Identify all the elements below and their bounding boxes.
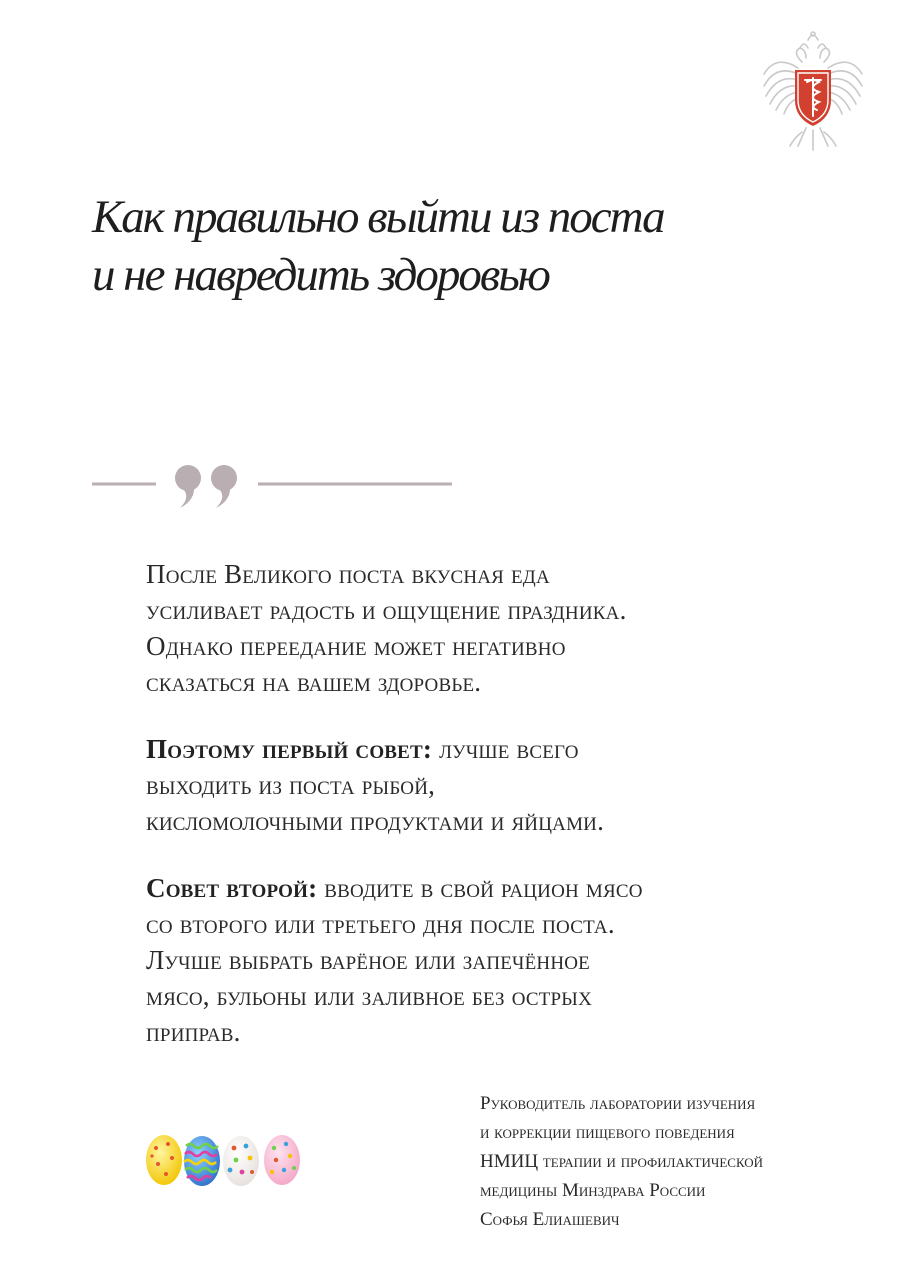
signature-line: медицины Минздрава России [480,1180,706,1201]
easter-eggs-icon [142,1128,308,1192]
second-tip-line: Лучше выбрать варёное или запечённое [146,945,590,975]
first-tip-line: кисломолочными продуктами и яйцами. [146,806,605,836]
quote-marks-icon [175,465,237,508]
article-body [146,556,806,1081]
first-tip-line: выходить из поста рыбой, [146,770,436,800]
paragraph-first-tip [146,731,806,839]
intro-line: Однако переедание может негативно [146,631,566,661]
paragraph-intro [146,556,806,700]
author-signature [480,1089,870,1234]
quote-divider [90,462,454,508]
page-title [92,188,812,304]
first-tip-line [146,731,806,767]
intro-line: сказаться на вашем здоровье. [146,667,482,697]
ministry-emblem-icon [758,28,868,158]
signature-line: и коррекции пищевого поведения [480,1122,735,1143]
first-tip-heading: Поэтому первый совет: [146,734,433,764]
title-line-1: Как правильно выйти из поста [92,191,664,243]
second-tip-line: приправ. [146,1017,241,1047]
signature-line: НМИЦ терапии и профилактической [480,1151,764,1172]
intro-line: После Великого поста вкусная еда [146,559,550,589]
second-tip-line: мясо, бульоны или заливное без острых [146,981,592,1011]
first-tip-text: лучше всего [432,734,579,764]
title-line-2: и не навредить здоровью [92,249,549,301]
author-name: Софья Елиашевич [480,1209,620,1230]
intro-line: усиливает радость и ощущение праздника. [146,595,627,625]
paragraph-second-tip [146,870,806,1050]
second-tip-line [146,870,806,906]
signature-line: Руководитель лаборатории изучения [480,1093,756,1114]
second-tip-heading: Совет второй: [146,873,318,903]
second-tip-text: вводите в свой рацион мясо [317,873,643,903]
second-tip-line: со второго или третьего дня после поста. [146,909,615,939]
